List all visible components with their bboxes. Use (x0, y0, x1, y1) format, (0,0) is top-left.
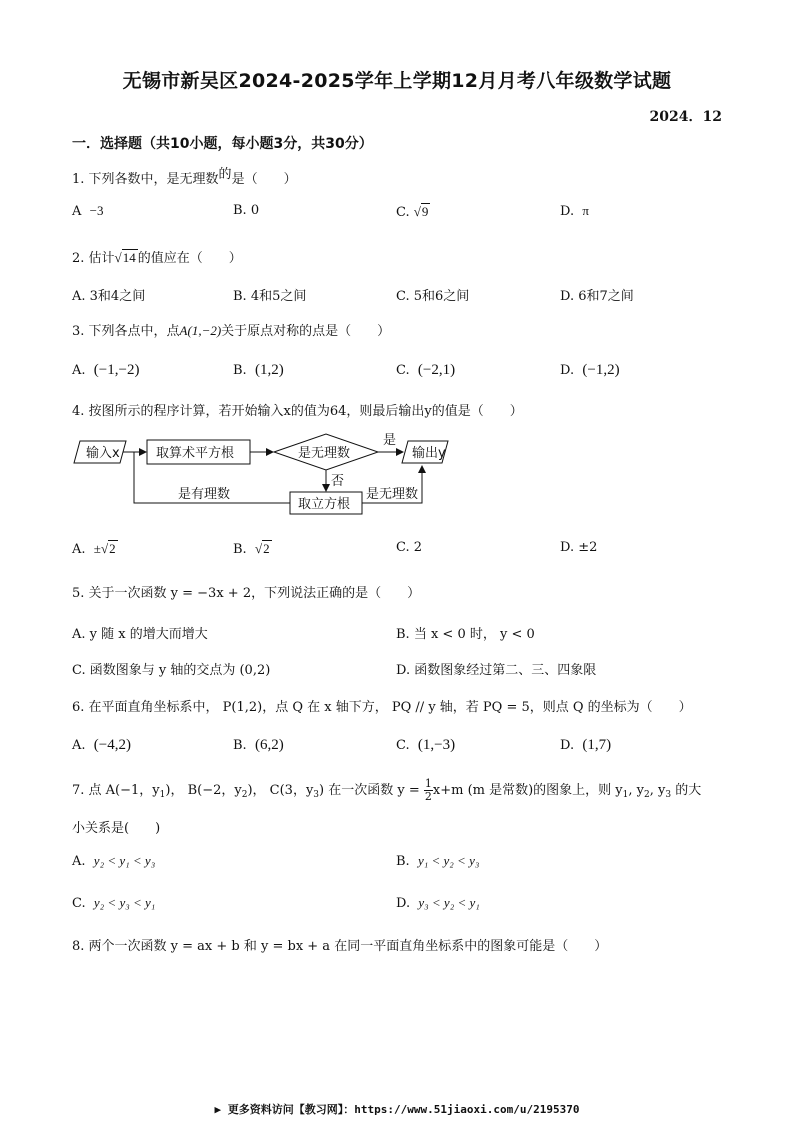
q3-option-c: C. (−2,1) (396, 362, 456, 378)
question-6: 6. 在平面直角坐标系中， P(1,2)，点 Q 在 x 轴下方， PQ // y 轴，若 PQ = 5，则点 Q 的坐标为（ ） (72, 700, 692, 715)
q7-option-d: D. y₃ < y₂ < y₁ (396, 895, 480, 911)
exam-date: 2024．12 (649, 109, 722, 125)
section-heading: 一．选择题（共10小题，每小题3分，共30分） (72, 136, 373, 152)
q5-option-d: D. 函数图象经过第二、三、四象限 (396, 663, 597, 678)
q2-option-c: C. 5和6之间 (396, 289, 470, 304)
q3-option-b: B. (1,2) (233, 362, 284, 378)
flow-no-label: 否 (331, 474, 345, 489)
q7-option-c: C. y₂ < y₃ < y₁ (72, 895, 156, 911)
question-2: 2. 估计√14 的值应在（ ） (72, 250, 242, 266)
q1-option-d: D. π (560, 203, 589, 219)
q7-option-b: B. y₁ < y₂ < y₃ (396, 853, 480, 869)
q5-option-c: C. 函数图象与 y 轴的交点为 (0,2) (72, 663, 271, 678)
q7-option-a: A. y₂ < y₁ < y₃ (72, 853, 156, 869)
question-4: 4. 按图所示的程序计算，若开始输入x的值为64，则最后输出y的值是（ ） (72, 404, 523, 419)
question-7: 7. 点 A(−1，$y_1$)， B(−2，$y_2$)， C(3，$y_3$) 在一次函数 y = $\frac{1}{2}$ x+m (m 是常数)的图象上，则 $y_1$, $y_2$, $y_3$ 的大 (72, 777, 702, 803)
q4-option-c: C. 2 (396, 540, 423, 555)
question-3: 3. 下列各点中，点A(1,−2)关于原点对称的点是（ ） (72, 323, 391, 339)
q4-option-d: D. ±2 (560, 540, 598, 555)
flow-rational-label: 是有理数 (178, 487, 231, 502)
q6-option-d: D. (1,7) (560, 737, 612, 753)
q6-option-b: B. (6,2) (233, 737, 284, 753)
q4-option-a: A. ±√2 (72, 541, 116, 557)
footer-link[interactable]: ▶ 更多资料访问【教习网】：https://www.51jiaoxi.com/u/2195370 (214, 1103, 580, 1116)
q6-option-c: C. (1,−3) (396, 737, 456, 753)
q5-option-b: B. 当 x < 0 时， y < 0 (396, 627, 535, 642)
flow-yes-label: 是 (383, 433, 397, 448)
q2-option-d: D. 6和7之间 (560, 289, 634, 304)
q4-option-b: B. √2 (233, 541, 270, 557)
question-5: 5. 关于一次函数 y = −3x + 2，下列说法正确的是（ ） (72, 586, 421, 601)
flow-irrational-label: 是无理数 (366, 487, 419, 502)
q1-option-c: C. √9 (396, 204, 429, 220)
flow-decision-label: 是无理数 (298, 446, 351, 461)
q1-stem: 1. 下列各数中，是无理数 (72, 172, 219, 187)
q3-option-a: A. (−1,−2) (72, 362, 140, 378)
q2-option-b: B. 4和5之间 (233, 289, 307, 304)
question-1 (72, 168, 297, 187)
program-flowchart (70, 428, 446, 520)
q1-option-b: B. 0 (233, 203, 260, 218)
q3-option-d: D. (−1,2) (560, 362, 620, 378)
flow-output-label: 输出y (412, 446, 446, 461)
flow-sqrt-label: 取算术平方根 (156, 446, 235, 461)
flow-cube-label: 取立方根 (298, 497, 351, 512)
q1-stem-tail: 是（ ） (231, 172, 297, 187)
q2-option-a: A. 3和4之间 (72, 289, 146, 304)
q7-stem-line2: 小关系是( ) (72, 821, 161, 836)
question-8: 8. 两个一次函数 y = ax + b 和 y = bx + a 在同一平面直角坐标系中的图象可能是（ ） (72, 939, 608, 954)
q5-option-a: A. y 随 x 的增大而增大 (72, 627, 208, 642)
page-title: 无锡市新吴区2024-2025学年上学期12月月考八年级数学试题 (122, 70, 672, 92)
q6-option-a: A. (−4,2) (72, 737, 131, 753)
q1-stem-mark: 的 (218, 167, 232, 182)
q1-option-a: A −3 (72, 203, 104, 219)
flow-input-label: 输入x (86, 446, 120, 461)
